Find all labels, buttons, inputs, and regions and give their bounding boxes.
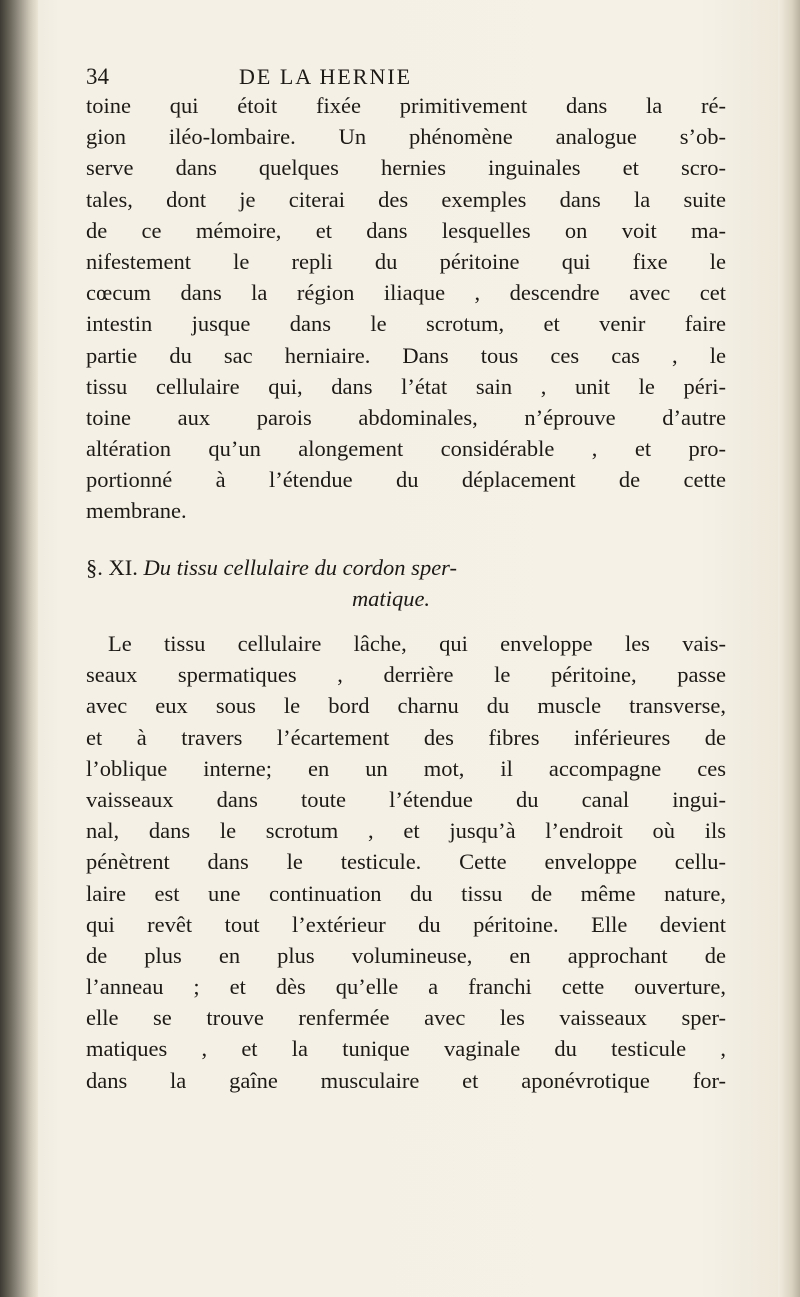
text-line: pénètrent dans le testicule. Cette enveloppe cellu- bbox=[86, 849, 726, 875]
text-line: matiques , et la tunique vaginale du testicule , bbox=[86, 1036, 726, 1062]
text-line: portionné à l’étendue du déplacement de cette bbox=[86, 467, 726, 493]
section-title-part-1: Du tissu cellulaire du cordon sper- bbox=[143, 555, 457, 580]
text-line: de ce mémoire, et dans lesquelles on voit ma- bbox=[86, 217, 726, 243]
section-heading-line-1 bbox=[86, 552, 726, 583]
text-line: l’oblique interne; en un mot, il accompagne ces bbox=[86, 755, 726, 781]
text-line: laire est une continuation du tissu de même nature, bbox=[86, 880, 726, 906]
text-line: avec eux sous le bord charnu du muscle transverse, bbox=[86, 693, 726, 719]
text-line: Le tissu cellulaire lâche, qui enveloppe les vais- bbox=[108, 631, 726, 656]
text-line: l’anneau ; et dès qu’elle a franchi cette ouverture, bbox=[86, 974, 726, 1000]
text-line: intestin jusque dans le scrotum, et venir faire bbox=[86, 311, 726, 337]
text-line: elle se trouve renfermée avec les vaisseaux sper- bbox=[86, 1005, 726, 1031]
text-line: et à travers l’écartement des fibres inférieures de bbox=[86, 724, 726, 750]
text-line: qui revêt tout l’extérieur du péritoine. Elle devient bbox=[86, 911, 726, 937]
book-binding-shadow bbox=[0, 0, 38, 1297]
text-line: tissu cellulaire qui, dans l’état sain , unit le péri- bbox=[86, 373, 726, 399]
text-line: nal, dans le scrotum , et jusqu’à l’endroit où ils bbox=[86, 818, 726, 844]
paragraph-1 bbox=[86, 90, 726, 527]
text-line: serve dans quelques hernies inguinales et scro- bbox=[86, 155, 726, 181]
page-edge-shadow bbox=[778, 0, 800, 1297]
text-line: seaux spermatiques , derrière le péritoine, passe bbox=[86, 662, 726, 688]
section-heading bbox=[86, 552, 726, 614]
page-header bbox=[86, 64, 726, 92]
text-line: toine qui étoit fixée primitivement dans la ré- bbox=[86, 93, 726, 118]
text-line: partie du sac herniaire. Dans tous ces cas , le bbox=[86, 342, 726, 368]
text-line: cœcum dans la région iliaque , descendre avec cet bbox=[86, 280, 726, 306]
running-head: DE LA HERNIE bbox=[239, 64, 413, 89]
text-line: de plus en plus volumineuse, en approchant de bbox=[86, 942, 726, 968]
text-line: nifestement le repli du péritoine qui fixe le bbox=[86, 248, 726, 274]
text-line: membrane. bbox=[86, 498, 187, 524]
text-line: dans la gaîne musculaire et aponévrotique for- bbox=[86, 1067, 726, 1093]
text-line: altération qu’un alongement considérable , et pro- bbox=[86, 436, 726, 462]
text-line: vaisseaux dans toute l’étendue du canal ingui- bbox=[86, 786, 726, 812]
text-line: gion iléo-lombaire. Un phénomène analogue s’ob- bbox=[86, 124, 726, 150]
page-number: 34 bbox=[86, 64, 109, 89]
section-number: §. XI. bbox=[86, 555, 138, 580]
paragraph-2 bbox=[86, 628, 726, 1096]
section-title-part-2: matique. bbox=[351, 586, 431, 611]
text-line: toine aux parois abdominales, n’éprouve d’autre bbox=[86, 404, 726, 430]
text-line: tales, dont je citerai des exemples dans la suite bbox=[86, 186, 726, 212]
